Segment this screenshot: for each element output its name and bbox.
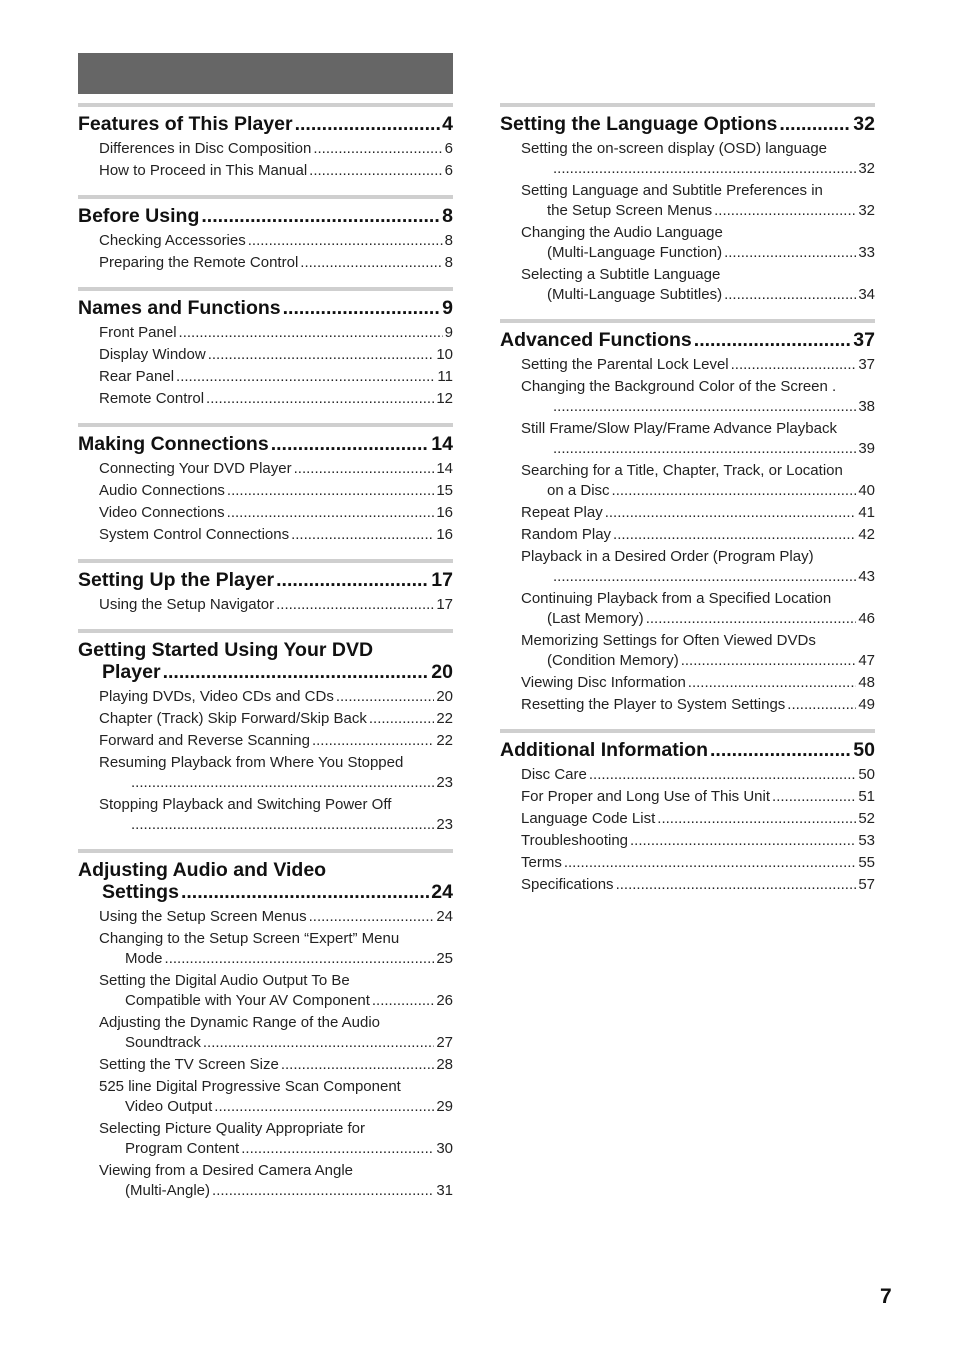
toc-entry[interactable]: Front Panel ..... 9 (78, 323, 453, 343)
toc-entry[interactable]: Adjusting the Dynamic Range of the Audio Soundtrack ..... 27 (78, 1013, 453, 1053)
section-heading[interactable]: Making Connections ..... 14 (78, 433, 453, 455)
toc-entry[interactable]: Continuing Playback from a Specified Location (Last Memory) ..... 46 (500, 589, 875, 629)
toc-entry[interactable]: Rear Panel ..... 11 (78, 367, 453, 387)
toc-entry[interactable]: Playing DVDs, Video CDs and CDs ..... 20 (78, 687, 453, 707)
toc-entry[interactable]: Audio Connections ..... 15 (78, 481, 453, 501)
toc-section-getting-started (78, 629, 453, 835)
toc-entry[interactable]: Changing the Audio Language (Multi-Language Function) ..... 33 (500, 223, 875, 263)
toc-entry[interactable]: Random Play ..... 42 (500, 525, 875, 545)
toc-entry[interactable]: System Control Connections ..... 16 (78, 525, 453, 545)
toc-entry[interactable]: Setting the Parental Lock Level ..... 37 (500, 355, 875, 375)
toc-entry[interactable]: Changing the Background Color of the Screen . ..... 38 (500, 377, 875, 417)
toc-section-making-connections (78, 423, 453, 545)
toc-entry[interactable]: Specifications ..... 57 (500, 875, 875, 895)
toc-section-adjusting-audio-video (78, 849, 453, 1201)
toc-entry[interactable]: Memorizing Settings for Often Viewed DVDs (Condition Memory) ..... 47 (500, 631, 875, 671)
page-number: 7 (880, 1285, 892, 1308)
toc-right-column (500, 103, 875, 909)
section-heading[interactable]: Getting Started Using Your DVD Player ..... 20 (78, 639, 453, 683)
toc-entry[interactable]: Viewing from a Desired Camera Angle (Multi-Angle) ..... 31 (78, 1161, 453, 1201)
toc-entry[interactable]: Setting the on-screen display (OSD) language ..... 32 (500, 139, 875, 179)
toc-entry[interactable]: Terms ..... 55 (500, 853, 875, 873)
toc-entry[interactable]: Disc Care ..... 50 (500, 765, 875, 785)
section-heading[interactable]: Features of This Player ..... 4 (78, 113, 453, 135)
toc-entry[interactable]: Using the Setup Screen Menus ..... 24 (78, 907, 453, 927)
section-heading[interactable]: Setting Up the Player ..... 17 (78, 569, 453, 591)
toc-entry[interactable]: Video Connections ..... 16 (78, 503, 453, 523)
toc-left-column (78, 103, 453, 1215)
toc-entry[interactable]: Setting Language and Subtitle Preferences in the Setup Screen Menus ..... 32 (500, 181, 875, 221)
toc-entry[interactable]: Checking Accessories ..... 8 (78, 231, 453, 251)
section-heading[interactable]: Setting the Language Options ..... 32 (500, 113, 875, 135)
section-heading[interactable]: Adjusting Audio and Video Settings ..... 24 (78, 859, 453, 903)
toc-entry[interactable]: Setting the TV Screen Size ..... 28 (78, 1055, 453, 1075)
toc-entry[interactable]: Searching for a Title, Chapter, Track, or Location on a Disc ..... 40 (500, 461, 875, 501)
toc-entry[interactable]: Changing to the Setup Screen “Expert” Menu Mode ..... 25 (78, 929, 453, 969)
toc-entry[interactable]: Stopping Playback and Switching Power Off ..... 23 (78, 795, 453, 835)
toc-entry[interactable]: Playback in a Desired Order (Program Play) ..... 43 (500, 547, 875, 587)
toc-entry[interactable]: Differences in Disc Composition ..... 6 (78, 139, 453, 159)
header-bar (78, 53, 453, 94)
toc-entry[interactable]: Selecting a Subtitle Language (Multi-Language Subtitles) ..... 34 (500, 265, 875, 305)
section-heading[interactable]: Before Using ..... 8 (78, 205, 453, 227)
toc-entry[interactable]: For Proper and Long Use of This Unit ..... 51 (500, 787, 875, 807)
toc-section-language-options (500, 103, 875, 305)
toc-section-before-using (78, 195, 453, 273)
toc-section-setting-up (78, 559, 453, 615)
section-heading[interactable]: Names and Functions ..... 9 (78, 297, 453, 319)
toc-entry[interactable]: Repeat Play ..... 41 (500, 503, 875, 523)
toc-entry[interactable]: How to Proceed in This Manual ..... 6 (78, 161, 453, 181)
toc-entry[interactable]: Connecting Your DVD Player ..... 14 (78, 459, 453, 479)
toc-entry[interactable]: Still Frame/Slow Play/Frame Advance Playback ..... 39 (500, 419, 875, 459)
toc-entry[interactable]: Viewing Disc Information ..... 48 (500, 673, 875, 693)
toc-entry[interactable]: Setting the Digital Audio Output To Be Compatible with Your AV Component ..... 26 (78, 971, 453, 1011)
toc-entry[interactable]: 525 line Digital Progressive Scan Component Video Output ..... 29 (78, 1077, 453, 1117)
toc-section-features (78, 103, 453, 181)
toc-section-names-functions (78, 287, 453, 409)
toc-section-additional-information (500, 729, 875, 895)
toc-entry[interactable]: Forward and Reverse Scanning ..... 22 (78, 731, 453, 751)
toc-entry[interactable]: Troubleshooting ..... 53 (500, 831, 875, 851)
toc-section-advanced-functions (500, 319, 875, 715)
toc-entry[interactable]: Resetting the Player to System Settings ..... 49 (500, 695, 875, 715)
toc-entry[interactable]: Chapter (Track) Skip Forward/Skip Back ..... 22 (78, 709, 453, 729)
toc-entry[interactable]: Preparing the Remote Control ..... 8 (78, 253, 453, 273)
toc-entry[interactable]: Selecting Picture Quality Appropriate for Program Content ..... 30 (78, 1119, 453, 1159)
toc-entry[interactable]: Resuming Playback from Where You Stopped ..... 23 (78, 753, 453, 793)
toc-entry[interactable]: Remote Control ..... 12 (78, 389, 453, 409)
toc-entry[interactable]: Display Window ..... 10 (78, 345, 453, 365)
section-heading[interactable]: Additional Information ..... 50 (500, 739, 875, 761)
toc-entry[interactable]: Using the Setup Navigator ..... 17 (78, 595, 453, 615)
section-heading[interactable]: Advanced Functions ..... 37 (500, 329, 875, 351)
toc-entry[interactable]: Language Code List ..... 52 (500, 809, 875, 829)
